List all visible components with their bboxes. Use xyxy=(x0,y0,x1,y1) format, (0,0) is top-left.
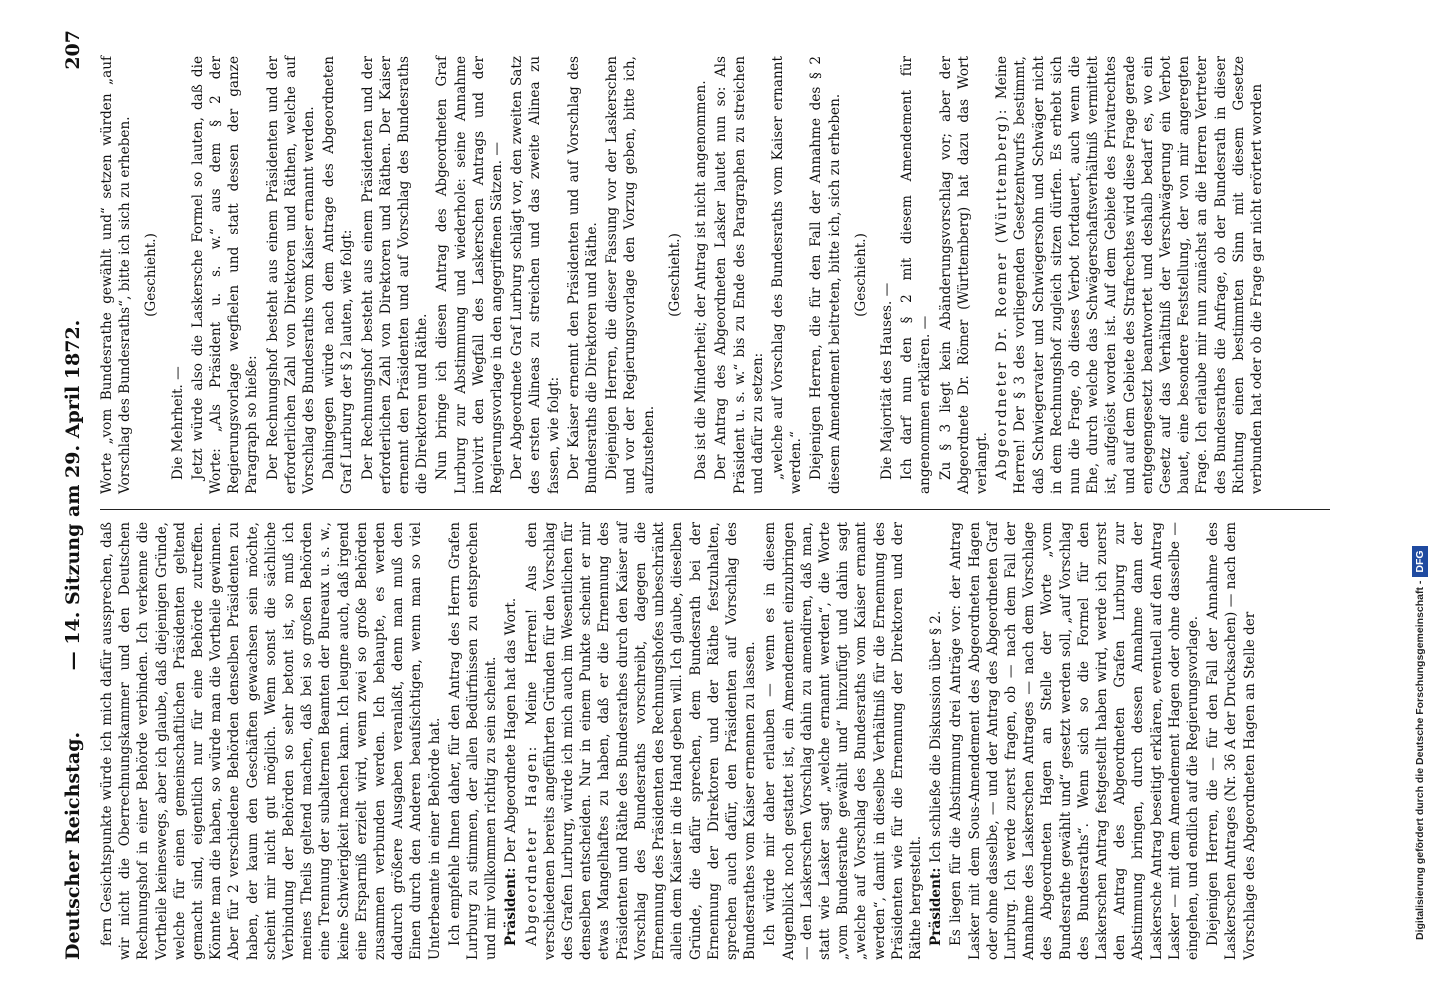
text-paragraph xyxy=(264,56,319,494)
paragraph-text: Diejenigen Herren, die dieser Fassung vor der Laskerschen und vor der Regierungsvorlage den Vorzug geben, bitte ich, aufzustehen. xyxy=(604,56,657,494)
text-paragraph xyxy=(1204,522,1259,960)
text-paragraph xyxy=(565,56,601,494)
text-paragraph xyxy=(937,56,992,494)
text-paragraph xyxy=(189,56,262,494)
dfg-badge: DFG xyxy=(1412,546,1428,576)
paragraph-text: Der Antrag des Abgeordneten Lasker lautet nun so: Als Präsident u. s. w.“ bis zu Ende des Paragraphen zu streichen und dafür zu setzen: xyxy=(713,56,766,494)
speaker-paragraph xyxy=(927,522,945,960)
paragraph-text: fern Gesichtspunkte würde ich mich dafür aussprechen, daß wir nicht die Oberrechnungskammer und den Deutschen Rechnungshof in einer Behörde verbinden. Ich verkenne die Vortheile keineswegs, aber ich glaube, daß diejenigen Gründe, welche für einen gemeinschaftlichen Präsidenten geltend gemacht sind, eigentlich nur für eine Behörde zutreffen. Könnte man die haben, so würde man die Vortheile gewinnen. Aber für 2 verschiedene Behörden denselben Präsidenten zu haben, der kaum den Geschäften gewachsen sein möchte, scheint mir nicht gut möglich. Wenn sonst die sächliche Verbindung der Behörden so sehr betont ist, so muß ich meines Theils geltend machen, daß bei so großen Behörden eine Trennung der subalternen Beamten der Bureaux u. s. w., keine Schwierigkeit machen kann. Ich leugne auch, daß irgend eine Ersparniß erzielt wird, wenn zwei so große Behörden zusammen verbunden werden. Ich behaupte, es werden dadurch größere Ausgaben veranlaßt, denn man muß den Einen durch den Anderen beaufsichtigen, wenn man so viel Unterbeamte in einer Behörde hat. xyxy=(99,522,443,960)
paragraph-text: Es liegen für die Abstimmung drei Anträge vor: der Antrag Lasker mit dem Sous-Amendement des Abgeordneten Hagen oder ohne dasselbe, — und der Antrag des Abgeordneten Graf Lurburg. Ich werde zuerst fragen, ob — nach dem Fall der Annahme des Laskerschen Antrages — nach dem Vorschlage des Abgeordneten Hagen an Stelle der Worte „vom Bundesrathe gewählt und“ gesetzt werden soll, „auf Vorschlag des Bundesraths“. Wenn sich so die Formel für den Laskerschen Antrag festgestellt haben wird, werde ich zuerst den Antrag des Abgeordneten Grafen Lurburg zur Abstimmung bringen, durch dessen Annahme dann der Laskersche Antrag beseitigt erklären, eventuell auf den Antrag Lasker — mit dem Amendement Hagen oder ohne dasselbe — eingehen, und endlich auf die Regierungsvorlage. xyxy=(948,522,1201,960)
paragraph-text: Der Kaiser ernennt den Präsidenten und auf Vorschlag des Bundesraths die Direktoren und Räthe. xyxy=(565,56,601,494)
text-paragraph xyxy=(98,56,134,494)
paragraph-text: Ich darf nun den § 2 mit diesem Amendement für angenommen erklären. — xyxy=(899,56,934,494)
text-paragraph xyxy=(692,56,710,494)
text-paragraph xyxy=(993,56,1266,494)
paragraph-text: Ich würde mir daher erlauben — wenn es in diesem Augenblick noch gestattet ist, ein Amendement einzubringen — den Laskerschen Vorschlag dahin zu amendiren, daß man, statt wie Lasker sagt „welche ernannt werden“, die Worte „vom Bundesrathe gewählt und“ hinzufügt und dahin sagt „welche auf Vorschlag des Bundesraths vom Kaiser ernannt werden“, damit in dieselbe Verhältniß für die Ernennung des Präsidenten wie für die Ernennung der Direktoren und der Räthe hergestellt. xyxy=(762,522,924,960)
paragraph-text: Dahingegen würde nach dem Antrage des Abgeordneten Graf Lurburg der § 2 lauten, wie folgt: xyxy=(321,56,356,494)
paragraph-text: Meine Herren! Aus den verschiedenen bereits angeführten Gründen für den Vorschlag des Grafen Lurburg, würde ich mich auch im Wesentlichen für denselben entscheiden. Nur in einem Punkte scheint er mir etwas Mangelhaftes zu haben, daß er die Ernennung des Präsidenten und Räthe des Bundesrathes durch den Kaiser auf Vorschlag des Bundesraths vorschreibt, dagegen die Ernennung des Präsidenten des Rechnungshofes unbeschränkt allein dem Kaiser in die Hand geben will. Ich glaube, dieselben Gründe, die dafür sprechen, dem Bundesrath bei der Ernennung der Direktoren und der Räthe festzuhalten, sprechen auch dafür, den Präsidenten auf Vorschlag des Bundesrathes vom Kaiser ernennen zu lassen. xyxy=(523,522,759,960)
paragraph-text: Der Rechnungshof besteht aus einem Präsidenten und der erforderlichen Zahl von Direktoren und Räthen. Der Kaiser ernennt den Präsidenten und auf Vorschlag des Bundesraths die Direktoren und Räthe. xyxy=(359,56,431,494)
speaker-name: Abgeordneter Hagen: xyxy=(523,724,540,946)
paragraph-text: Der Rechnungshof besteht aus einem Präsidenten und der erforderlichen Zahl von Direktoren und Räthen, welche auf Vorschlag des Bundesraths vom Kaiser ernannt werden. xyxy=(264,56,318,494)
speaker-label: Präsident: xyxy=(503,862,520,946)
paragraph-text: Ich empfehle Ihnen daher, für den Antrag des Herrn Grafen Lurburg zu stimmen, der allen Bedürfnissen zu entsprechen und mir vollkommen richtig zu sein scheint. xyxy=(446,522,500,960)
paragraph-text: Das ist die Minderheit; der Antrag ist nicht angenommen. xyxy=(693,80,710,480)
speaker-label: Präsident: xyxy=(928,862,945,946)
left-text-column xyxy=(98,522,1333,960)
column-divider xyxy=(100,509,1330,510)
speaker-paragraph xyxy=(502,522,520,960)
stage-direction: (Geschieht.) xyxy=(852,233,869,317)
digitization-credit xyxy=(1412,60,1428,940)
paragraph-text: Worte „vom Bundesrathe gewählt und“ setzen würden „auf Vorschlag des Bundesraths“, bitte ich sich zu erheben. xyxy=(99,56,134,494)
text-paragraph xyxy=(446,522,501,960)
paragraph-text: Jetzt würde also die Laskersche Formel so lauten, daß die Worte: „Als Präsident u. s. w.“ aus dem § 2 der Regierungsvorlage wegfielen und statt dessen der ganze Paragraph so hieße: xyxy=(189,56,261,494)
text-paragraph xyxy=(359,56,432,494)
speaker-text: Ich schließe die Diskussion über § 2. xyxy=(928,610,945,863)
text-paragraph xyxy=(898,56,934,494)
text-paragraph xyxy=(878,56,896,494)
stage-direction: (Geschieht.) xyxy=(666,233,683,317)
text-paragraph xyxy=(169,56,187,494)
header-session: — 14. Sitzung am 29. April 1872. xyxy=(62,319,84,671)
paragraph-text: Diejenigen Herren, die — für den Fall der Annahme des Laskerschen Antrages (Nr. 36 A der Drucksachen) — nach dem Vorschlage des Abgeordneten Hagen an Stelle der xyxy=(1205,522,1258,960)
text-paragraph xyxy=(807,56,843,494)
page-number: 207 xyxy=(62,30,84,70)
speaker-text: Der Abgeordnete Hagen hat das Wort. xyxy=(503,597,520,863)
paragraph-text: Meine Herren! Der § 3 des vorliegenden Gesetzentwurfs bestimmt, daß Schwiegervater und Schwiegersohn und Schwäger nicht in dem Rechnungshof zugleich sitzen dürfen. Es erhebt sich nun die Frage, ob dieses Verbot fortdauert, auch wenn die Ehe, durch welche das Schwägerschaftsverhältniß vermittelt ist, aufgelöst worden ist. Auf dem Gebiete des Privatrechtes und auf dem Gebiete des Strafrechtes wird diese Frage gerade entgegengesetzt beantwortet und deshalb bedarf es, wo ein Gesetz auf das Verhältniß der Verschwägerung ein Verbot bauet, eine besondere Feststellung, der von mir angeregten Frage. Ich erlaube mir nun zunächst an die Herren Vertreter des Bundesrathes die Anfrage, ob der Bundesrath in dieser Richtung einen bestimmten Sinn mit diesem Gesetze verbunden hat oder ob die Frage gar nicht erörtert worden xyxy=(994,56,1265,494)
right-text-column xyxy=(98,56,1333,494)
header-publication: Deutscher Reichstag. xyxy=(62,731,84,960)
page-header xyxy=(62,30,92,960)
paragraph-text: Zu § 3 liegt kein Abänderungsvorschlag vor; aber der Abgeordnete Dr. Römer (Württemberg) hat dazu das Wort verlangt. xyxy=(937,56,990,494)
text-paragraph xyxy=(523,522,760,960)
text-paragraph xyxy=(947,522,1202,960)
stage-direction: (Geschieht.) xyxy=(143,233,160,317)
speaker-name: Abgeordneter Dr. Roemer (Württemberg): xyxy=(994,99,1011,480)
text-paragraph xyxy=(433,56,506,494)
paragraph-text: Diejenigen Herren, die für den Fall der Annahme des § 2 diesem Amendement beitreten, bitte ich, sich zu erheben. xyxy=(808,56,843,494)
paragraph-text: Der Abgeordnete Graf Lurburg schlägt vor, den zweiten Satz des ersten Alineas zu streichen und das zweite Alinea zu fassen, wie folgt: xyxy=(509,56,562,494)
text-paragraph xyxy=(769,56,805,494)
text-paragraph xyxy=(320,56,356,494)
paragraph-text: Nun bringe ich diesen Antrag des Abgeordneten Graf Lurburg zur Abstimmung und wiederhole: seine Annahme involvirt den Wegfall des Laskerschen Antrags und der Regierungsvorlage in den angegriffenen Sätzen. — xyxy=(434,56,506,494)
text-paragraph xyxy=(761,522,925,960)
credit-text: Digitalisierung gefördert durch die Deutsche Forschungsgemeinschaft - xyxy=(1414,580,1426,940)
paragraph-text: Die Mehrheit. — xyxy=(169,366,186,480)
text-paragraph xyxy=(603,56,658,494)
text-paragraph xyxy=(98,522,444,960)
paragraph-text: „welche auf Vorschlag des Bundesraths vom Kaiser ernannt werden.“ xyxy=(769,56,805,494)
text-paragraph xyxy=(712,56,767,494)
text-paragraph xyxy=(508,56,563,494)
paragraph-text: Die Majorität des Hauses. — xyxy=(878,282,895,480)
